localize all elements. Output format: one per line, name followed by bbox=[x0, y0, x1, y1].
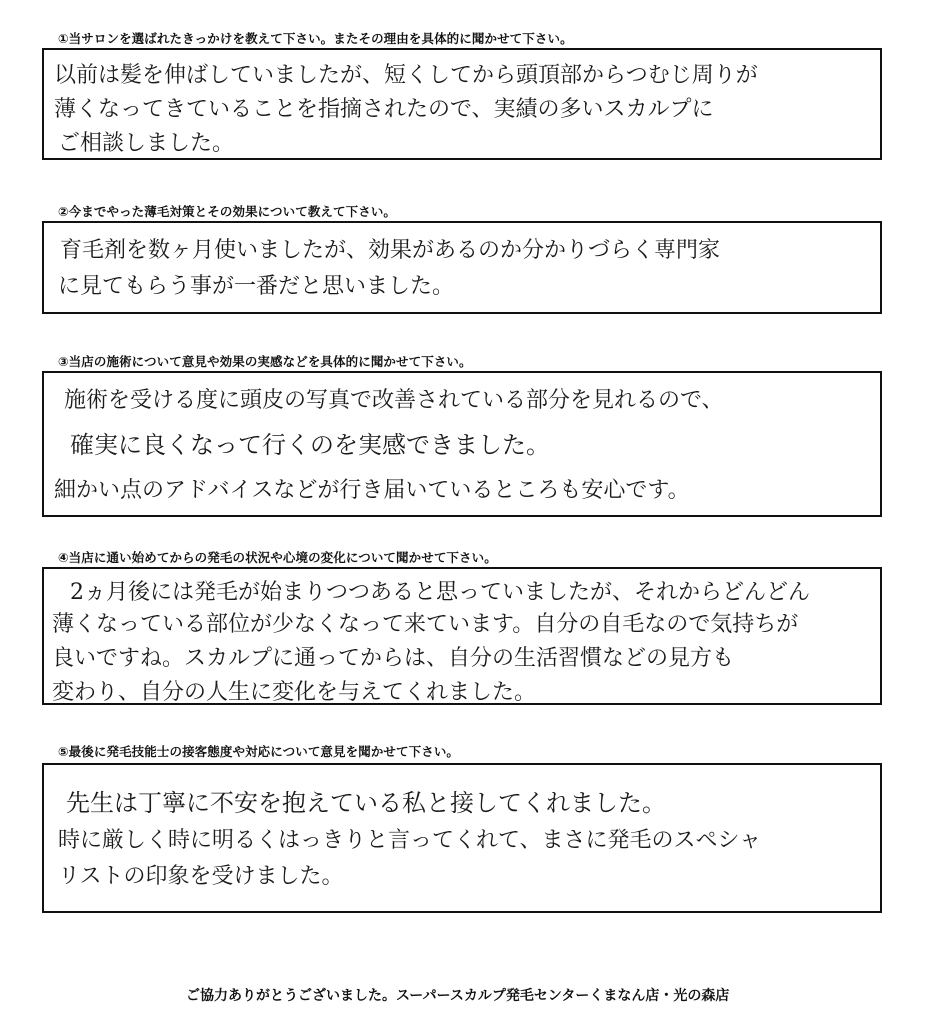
answer-5-line-3: リストの印象を受けました。 bbox=[58, 864, 344, 889]
answer-box-2 bbox=[42, 221, 882, 314]
question-4: ④当店に通い始めてからの発毛の状況や心境の変化について聞かせて下さい。 bbox=[58, 550, 497, 565]
answer-4-line-4: 変わり、自分の人生に変化を与えてくれました。 bbox=[52, 680, 537, 705]
answer-3-line-1: 施術を受ける度に頭皮の写真で改善されている部分を見れるので、 bbox=[64, 388, 724, 413]
answer-5-line-2: 時に厳しく時に明るくはっきりと言ってくれて、まさに発毛のスペシャ bbox=[58, 828, 762, 853]
answer-4-line-2: 薄くなっている部位が少なくなって来ています。自分の自毛なので気持ちが bbox=[52, 612, 799, 637]
answer-box-5 bbox=[42, 763, 882, 913]
answer-1-line-2: 薄くなってきていることを指摘されたので、実績の多いスカルプに bbox=[54, 97, 714, 122]
answer-2-line-2: に見てもらう事が一番だと思いました。 bbox=[58, 274, 455, 299]
question-3: ③当店の施術について意見や効果の実感などを具体的に聞かせて下さい。 bbox=[58, 354, 472, 369]
answer-box-1 bbox=[42, 48, 882, 160]
question-2: ②今までやった薄毛対策とその効果について教えて下さい。 bbox=[58, 204, 397, 219]
answer-1-line-1: 以前は髪を伸ばしていましたが、短くしてから頭頂部からつむじ周りが bbox=[54, 63, 758, 88]
answer-3-line-3: 細かい点のアドバイスなどが行き届いているところも安心です。 bbox=[54, 478, 690, 503]
answer-box-3 bbox=[42, 371, 882, 517]
answer-1-line-3: ご相談しました。 bbox=[58, 131, 235, 156]
answer-4-line-1: 2ヵ月後には発毛が始まりつつあると思っていましたが、それからどんどん bbox=[70, 580, 810, 605]
footer-thanks: ご協力ありがとうございました。スーパースカルプ発毛センターくまなん店・光の森店 bbox=[186, 988, 730, 1004]
question-1: ①当サロンを選ばれたきっかけを教えて下さい。またその理由を具体的に聞かせて下さい。 bbox=[58, 31, 573, 46]
answer-box-4 bbox=[42, 567, 882, 705]
question-5: ⑤最後に発毛技能士の接客態度や対応について意見を聞かせて下さい。 bbox=[58, 744, 460, 759]
answer-3-line-2: 確実に良くなって行くのを実感できました。 bbox=[70, 431, 550, 459]
answer-4-line-3: 良いですね。スカルプに通ってからは、自分の生活習慣などの見方も bbox=[52, 646, 735, 671]
answer-2-line-1: 育毛剤を数ヶ月使いましたが、効果があるのか分かりづらく専門家 bbox=[60, 238, 721, 263]
answer-5-line-1: 先生は丁寧に不安を抱えている私と接してくれました。 bbox=[66, 789, 666, 817]
